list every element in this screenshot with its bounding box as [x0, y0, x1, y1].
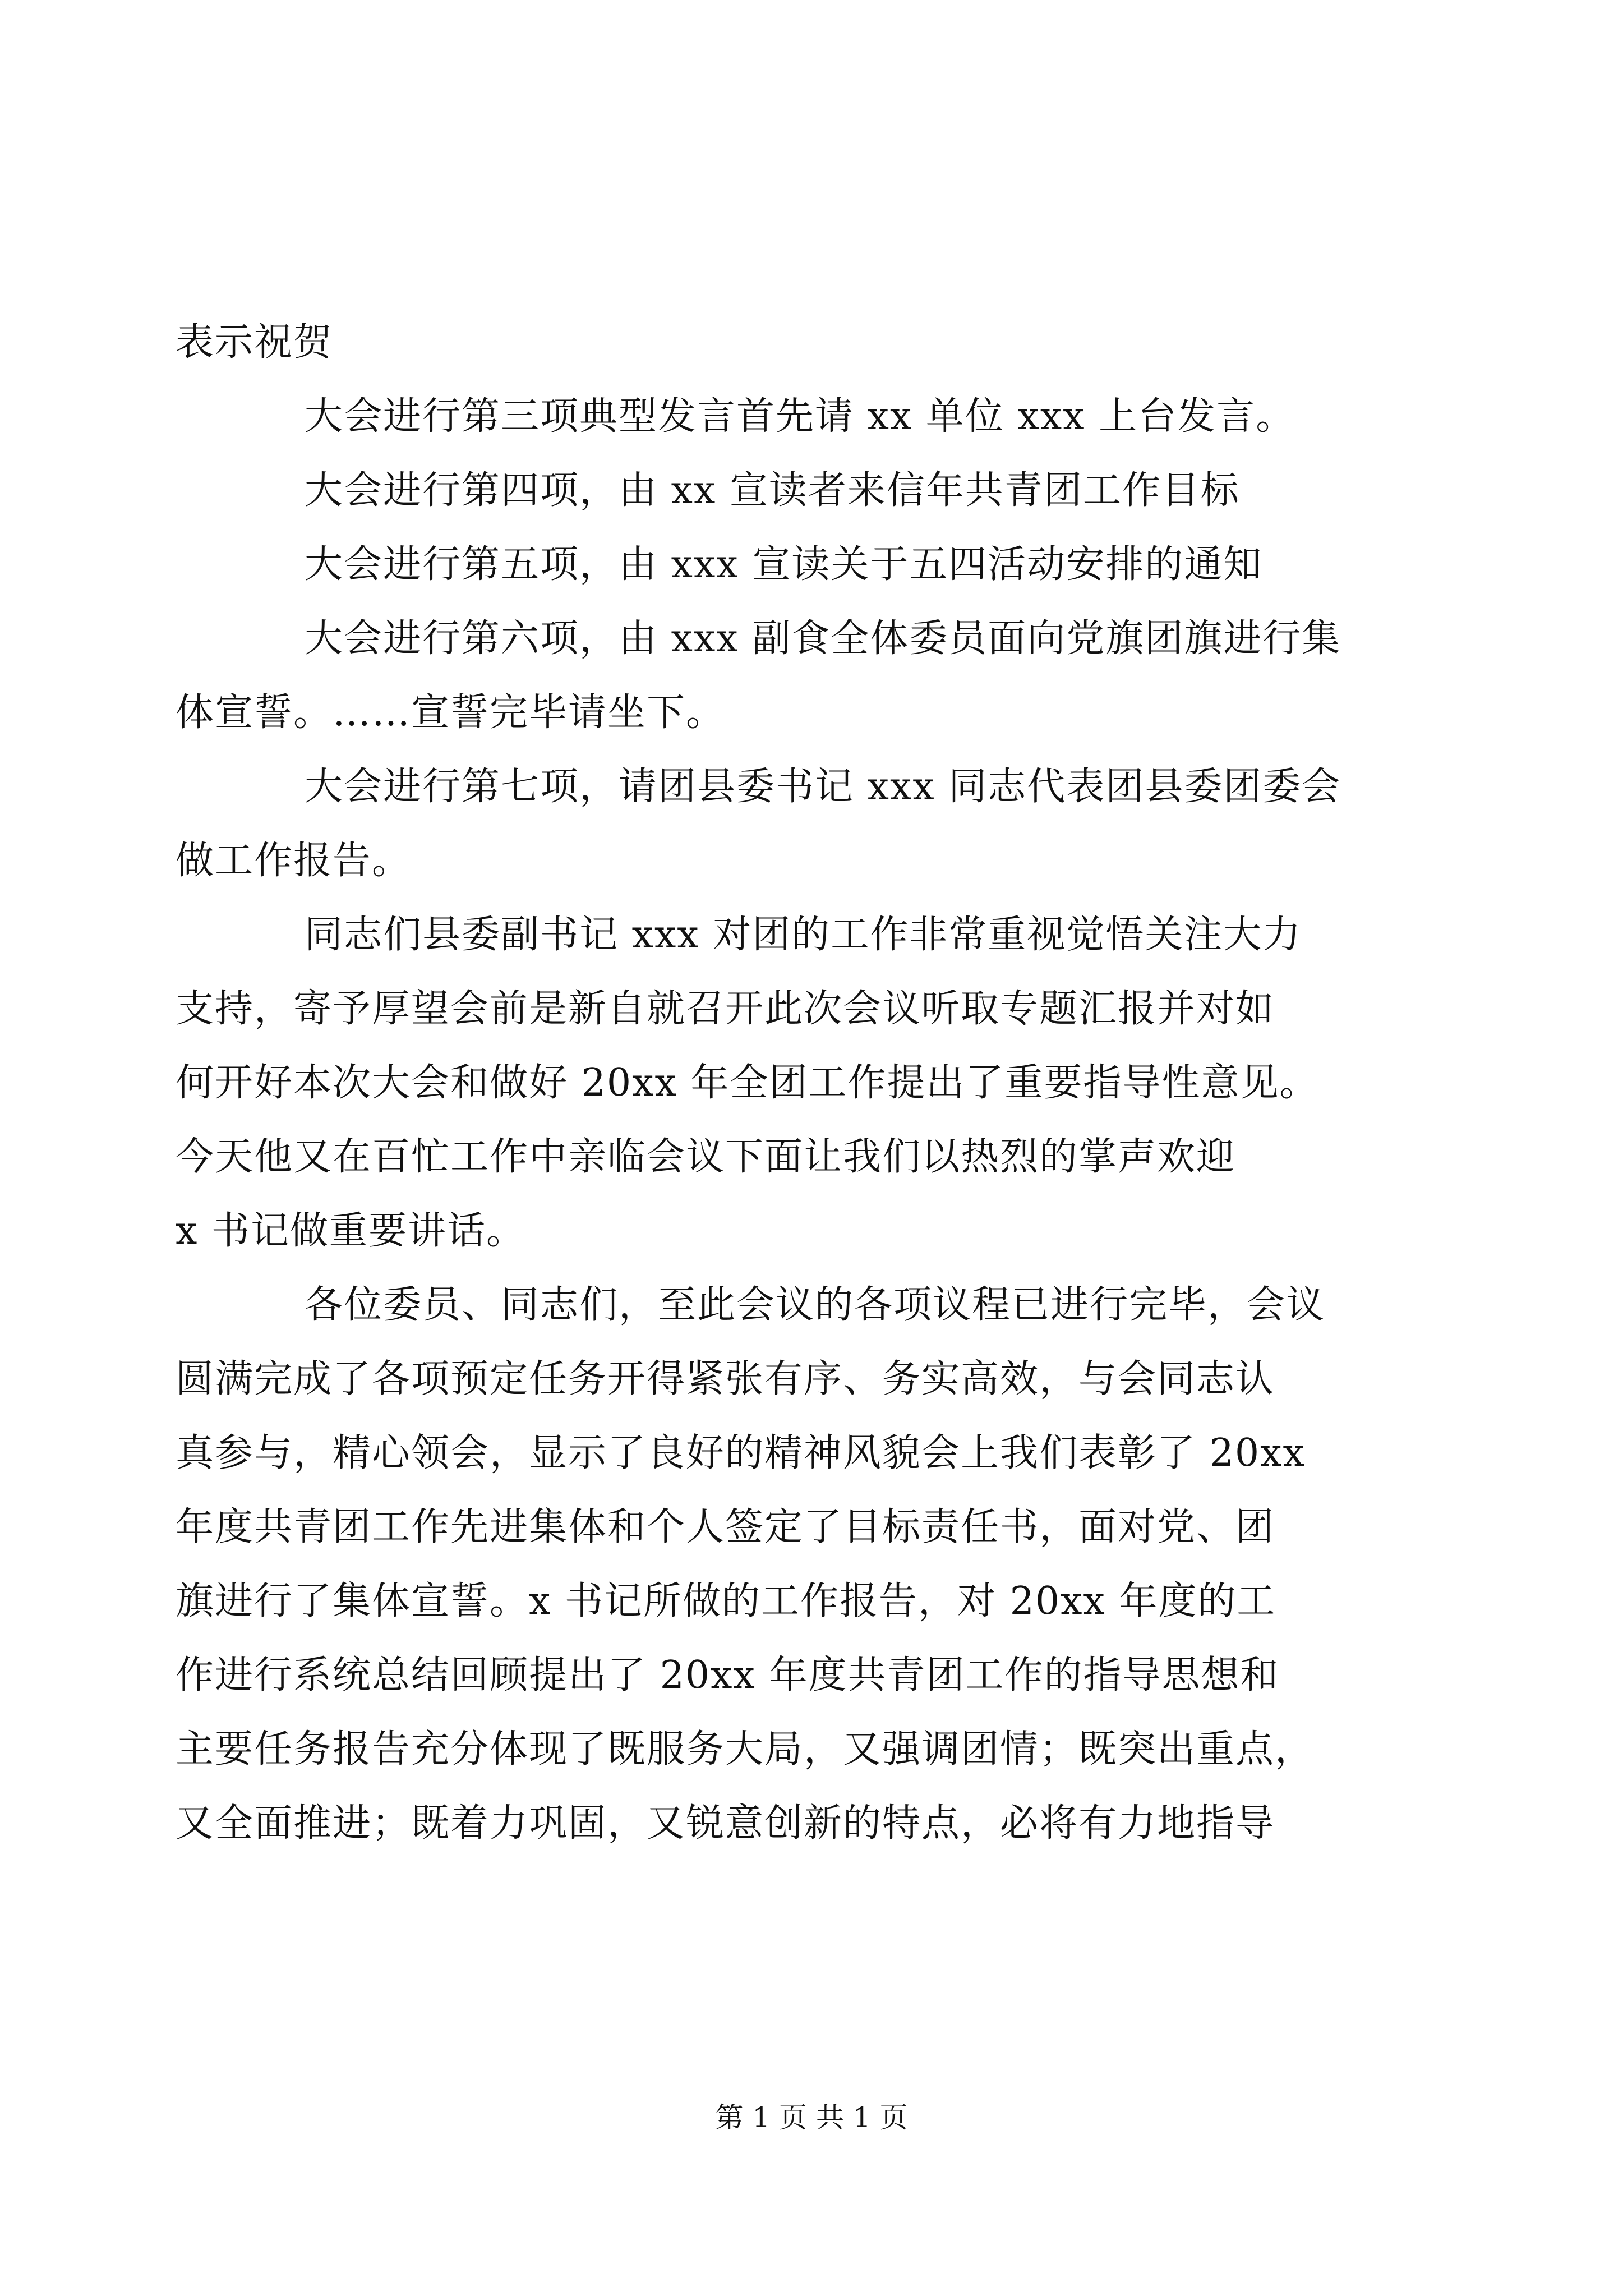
text-line: x 书记做重要讲话。	[176, 1209, 525, 1253]
text-line: 旗进行了集体宣誓。x 书记所做的工作报告，对 20xx 年度的工	[176, 1579, 1276, 1623]
text-line: 大会进行第六项，由 xxx 副食全体委员面向党旗团旗进行集	[305, 616, 1341, 661]
text-line: 同志们县委副书记 xxx 对团的工作非常重视觉悟关注大力	[305, 913, 1302, 957]
text-line: 真参与，精心领会，显示了良好的精神风貌会上我们表彰了 20xx	[176, 1431, 1306, 1475]
text-line: 大会进行第七项，请团县委书记 xxx 同志代表团县委团委会	[305, 765, 1341, 809]
text-line: 年度共青团工作先进集体和个人签定了目标责任书，面对党、团	[176, 1505, 1275, 1549]
text-line: 圆满完成了各项预定任务开得紧张有序、务实高效，与会同志认	[176, 1357, 1275, 1401]
text-line: 又全面推进；既着力巩固，又锐意创新的特点，必将有力地指导	[176, 1801, 1275, 1846]
text-line: 支持，寄予厚望会前是新自就召开此次会议听取专题汇报并对如	[176, 987, 1275, 1031]
text-line: 大会进行第五项，由 xxx 宣读关于五四活动安排的通知	[305, 542, 1263, 587]
text-line: 主要任务报告充分体现了既服务大局，又强调团情；既突出重点，	[176, 1727, 1315, 1772]
text-line: 各位委员、同志们，至此会议的各项议程已进行完毕，会议	[305, 1283, 1326, 1327]
text-line: 大会进行第四项，由 xx 宣读者来信年共青团工作目标	[305, 468, 1240, 513]
text-line: 大会进行第三项典型发言首先请 xx 单位 xxx 上台发言。	[305, 394, 1295, 439]
text-line: 体宣誓。……宣誓完毕请坐下。	[176, 691, 726, 735]
page-number-footer: 第 1 页 共 1 页	[715, 2101, 908, 2134]
text-line: 做工作报告。	[176, 839, 412, 883]
document-body	[176, 306, 1437, 1861]
text-line: 表示祝贺	[176, 320, 333, 365]
text-line: 今天他又在百忙工作中亲临会议下面让我们以热烈的掌声欢迎	[176, 1135, 1236, 1179]
text-line: 作进行系统总结回顾提出了 20xx 年度共青团工作的指导思想和	[176, 1653, 1280, 1697]
text-line: 何开好本次大会和做好 20xx 年全团工作提出了重要指导性意见。	[176, 1061, 1319, 1105]
